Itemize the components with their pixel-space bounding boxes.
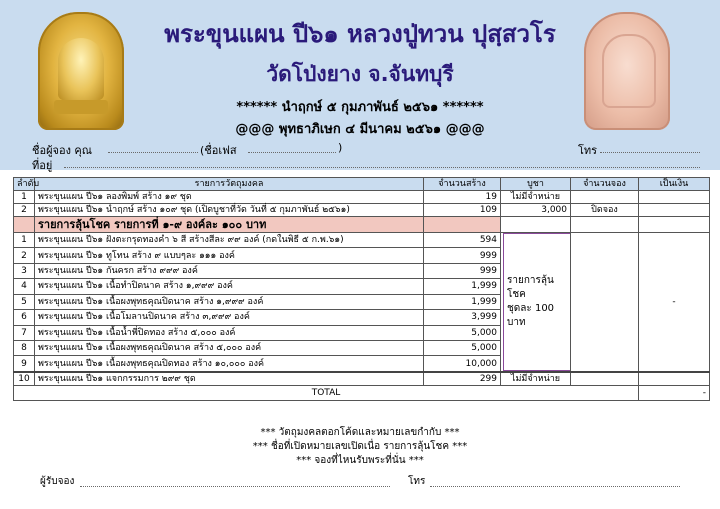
- lottery-price-cell: [501, 233, 571, 373]
- footer-phone-field[interactable]: [430, 486, 680, 487]
- row-item: พระขุนแผน ปี๖๑ นำฤกษ์ สร้าง ๑๐๙ ชุด (เปิดบูชาที่วัด วันที่ ๕ กุมภาพันธ์ ๒๕๖๑): [35, 204, 424, 217]
- page-title: พระขุนแผน ปี๖๑ หลวงปู่ทวน ปุสฺสวโร: [164, 20, 556, 48]
- row-reserve-input[interactable]: [571, 372, 639, 386]
- row-no: 10: [14, 372, 35, 386]
- row-qty: 5,000: [424, 340, 501, 355]
- row-qty: 1,999: [424, 279, 501, 294]
- address-field[interactable]: [64, 167, 700, 168]
- row-no: 8: [14, 340, 35, 355]
- col-header-reserve: จำนวนจอง: [571, 178, 639, 191]
- row-item: พระขุนแผน ปี๖๑ เนื้อผงพุทธคุณปิดนาค สร้าง ๕,๐๐๐ องค์: [35, 340, 424, 355]
- row-reserve-status: ปิดจอง: [571, 204, 639, 217]
- table-row: [14, 233, 710, 248]
- lottery-price-line1: รายการลุ้นโชค: [507, 275, 554, 300]
- row-item: พระขุนแผน ปี๖๑ แจกกรรมการ ๒๙๙ ชุด: [35, 372, 424, 386]
- note-3: *** จองที่ไหนรับพระที่นั่น ***: [296, 455, 424, 466]
- row-item: พระขุนแผน ปี๖๑ กันครก สร้าง ๙๙๙ องค์: [35, 263, 424, 278]
- row-item: พระขุนแผน ปี๖๑ เนื้อผงพุทธคุณปิดนาค สร้าง ๑,๙๙๙ องค์: [35, 294, 424, 309]
- order-table: [13, 177, 710, 401]
- row-item: พระขุนแผน ปี๖๑ เนื้อโมลานปิดนาค สร้าง ๓,๙๙๙ องค์: [35, 310, 424, 325]
- row-amount-input[interactable]: [639, 372, 710, 386]
- row-qty: 1,999: [424, 294, 501, 309]
- ceremony-date-2: @@@ พุทธาภิเษก ๔ มีนาคม ๒๕๖๑ @@@: [235, 122, 485, 137]
- lottery-amount: -: [639, 233, 710, 373]
- row-qty: 109: [424, 204, 501, 217]
- row-item: พระขุนแผน ปี๖๑ ทูโทน สร้าง ๙ แบบๆละ ๑๑๑ องค์: [35, 248, 424, 263]
- row-no: 2: [14, 204, 35, 217]
- col-header-item: รายการวัตถุมงคล: [35, 178, 424, 191]
- reserver-field[interactable]: [80, 486, 390, 487]
- row-qty: 5,000: [424, 325, 501, 340]
- table-row: [14, 204, 710, 217]
- lottery-reserve-input[interactable]: [571, 233, 639, 373]
- note-1: *** วัตถุมงคลตอกโค้ดและหมายเลขกำกับ ***: [260, 427, 460, 438]
- footer-phone-label: โทร: [408, 476, 426, 487]
- section-label: รายการลุ้นโชค รายการที่ ๑-๙ องค์ละ ๑๐๐ บาท: [35, 217, 424, 233]
- section-header-row: [14, 217, 710, 233]
- facebook-label: (ชื่อเฟส: [200, 144, 237, 157]
- row-no: 1: [14, 233, 35, 248]
- name-field[interactable]: [108, 152, 198, 153]
- row-price: ไม่มีจำหน่าย: [501, 372, 571, 386]
- row-no: 4: [14, 279, 35, 294]
- row-price: 3,000: [501, 204, 571, 217]
- row-item: พระขุนแผน ปี๖๑ เนื้อทำปิดนาค สร้าง ๑,๙๙๙ องค์: [35, 279, 424, 294]
- row-item: พระขุนแผน ปี๖๑ เนื้อน้ำพี่ปิดทอง สร้าง ๕,๐๐๐ องค์: [35, 325, 424, 340]
- row-qty: 594: [424, 233, 501, 248]
- row-qty: 999: [424, 248, 501, 263]
- row-qty: 999: [424, 263, 501, 278]
- row-no: 2: [14, 248, 35, 263]
- row-no: 3: [14, 263, 35, 278]
- total-amount: -: [639, 386, 710, 401]
- row-no: 1: [14, 191, 35, 204]
- row-reserve-input[interactable]: [571, 191, 639, 204]
- total-label: TOTAL: [14, 386, 639, 401]
- row-qty: 10,000: [424, 356, 501, 372]
- row-amount-input[interactable]: [639, 204, 710, 217]
- facebook-label-close: ): [338, 141, 343, 154]
- table-header-row: [14, 178, 710, 191]
- name-label: ชื่อผู้จอง คุณ: [32, 144, 93, 157]
- row-item: พระขุนแผน ปี๖๑ เนื้อผงพุทธคุณปิดทอง สร้าง ๑๐,๐๐๐ องค์: [35, 356, 424, 372]
- row-no: 5: [14, 294, 35, 309]
- reserver-label: ผู้รับจอง: [40, 476, 75, 487]
- row-amount-input[interactable]: [639, 191, 710, 204]
- header-banner: [0, 0, 720, 170]
- phone-field[interactable]: [600, 152, 700, 153]
- col-header-qty: จำนวนสร้าง: [424, 178, 501, 191]
- phone-label: โทร: [578, 144, 598, 157]
- row-no: 9: [14, 356, 35, 372]
- row-no: 6: [14, 310, 35, 325]
- facebook-field[interactable]: [248, 152, 336, 153]
- total-row: [14, 386, 710, 401]
- table-row: [14, 191, 710, 204]
- ceremony-date-1: ****** นำฤกษ์ ๕ กุมภาพันธ์ ๒๕๖๑ ******: [236, 100, 484, 115]
- lottery-price-line2: ชุดละ 100 บาท: [507, 303, 555, 328]
- row-qty: 19: [424, 191, 501, 204]
- col-header-no: ลำดับ: [14, 178, 35, 191]
- table-row: [14, 372, 710, 386]
- address-label: ที่อยู่: [32, 159, 53, 172]
- row-no: 7: [14, 325, 35, 340]
- row-item: พระขุนแผน ปี๖๑ ฝังตะกรุดทองคำ ๖ สี สร้างสีละ ๙๙ องค์ (กดในพิธี ๕ ก.พ.๖๑): [35, 233, 424, 248]
- col-header-price: บูชา: [501, 178, 571, 191]
- note-2: *** ชื่อที่เปิดหมายเลขเปิดเนื่อ รายการลุ้นโชค ***: [252, 441, 468, 452]
- row-item: พระขุนแผน ปี๖๑ ลองพิมพ์ สร้าง ๑๙ ชุด: [35, 191, 424, 204]
- temple-name: วัดโป่งยาง จ.จันทบุรี: [266, 62, 454, 86]
- row-qty: 3,999: [424, 310, 501, 325]
- row-qty: 299: [424, 372, 501, 386]
- col-header-amount: เป็นเงิน: [639, 178, 710, 191]
- row-price: ไม่มีจำหน่าย: [501, 191, 571, 204]
